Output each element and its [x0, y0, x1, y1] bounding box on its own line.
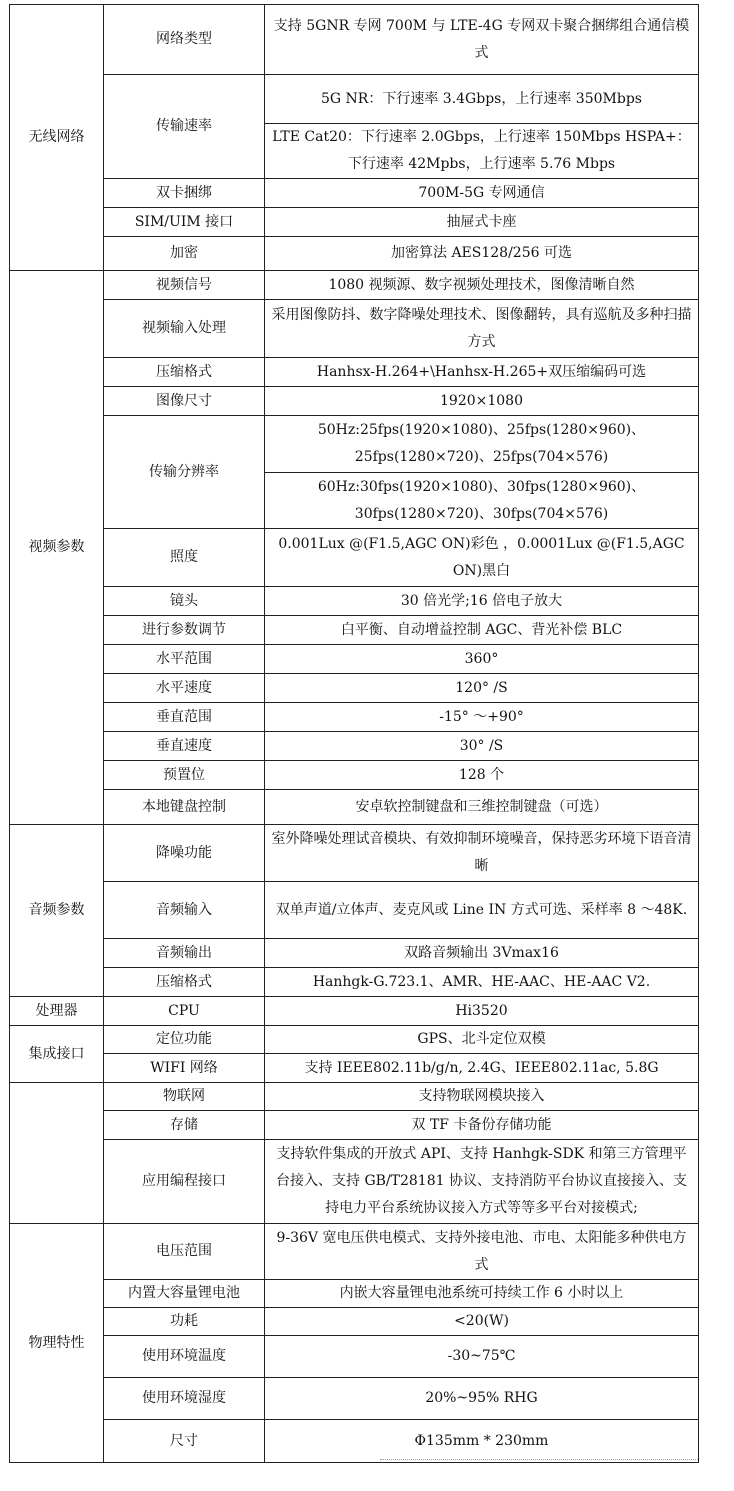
- spec-table: [9, 4, 699, 1463]
- table-row: [10, 997, 699, 1026]
- category-cell: 集成接口: [10, 1026, 104, 1083]
- value-cell: 双 TF 卡备份存储功能: [265, 1111, 699, 1140]
- item-cell: 物联网: [104, 1083, 265, 1111]
- value-cell: GPS、北斗定位双模: [265, 1026, 699, 1054]
- item-cell: 进行参数调节: [104, 616, 265, 645]
- table-row: [10, 1083, 699, 1111]
- table-row: [10, 825, 699, 882]
- item-cell: SIM/UIM 接口: [104, 208, 265, 237]
- table-row: [10, 674, 699, 703]
- item-cell: 尺寸: [104, 1420, 265, 1463]
- table-row: [10, 616, 699, 645]
- value-cell: 白平衡、自动增益控制 AGC、背光补偿 BLC: [265, 616, 699, 645]
- table-row: [10, 387, 699, 416]
- value-cell: 120° /S: [265, 674, 699, 703]
- value-cell: Φ135mm * 230mm: [265, 1420, 699, 1463]
- item-cell: 垂直范围: [104, 703, 265, 732]
- table-row: [10, 1420, 699, 1463]
- item-cell: 压缩格式: [104, 968, 265, 997]
- table-row: [10, 968, 699, 997]
- value-cell: 抽屉式卡座: [265, 208, 699, 237]
- item-cell: 传输速率: [104, 75, 265, 179]
- category-cell: 处理器: [10, 997, 104, 1026]
- value-cell: 支持 IEEE802.11b/g/n, 2.4G、IEEE802.11ac, 5.8G: [265, 1054, 699, 1083]
- item-cell: 预置位: [104, 761, 265, 790]
- table-row: [10, 587, 699, 616]
- item-cell: CPU: [104, 997, 265, 1026]
- item-cell: 音频输出: [104, 939, 265, 968]
- value-cell: Hi3520: [265, 997, 699, 1026]
- item-cell: 水平范围: [104, 645, 265, 674]
- item-cell: 垂直速度: [104, 732, 265, 761]
- item-cell: 使用环境温度: [104, 1336, 265, 1378]
- item-cell: 功耗: [104, 1308, 265, 1336]
- item-cell: 照度: [104, 529, 265, 587]
- table-row: [10, 732, 699, 761]
- item-cell: 传输分辨率: [104, 416, 265, 529]
- item-cell: 定位功能: [104, 1026, 265, 1054]
- value-cell: 128 个: [265, 761, 699, 790]
- item-cell: 视频信号: [104, 271, 265, 300]
- table-row: [10, 416, 699, 473]
- item-cell: 双卡捆绑: [104, 179, 265, 208]
- table-row: [10, 1224, 699, 1280]
- item-cell: 降噪功能: [104, 825, 265, 882]
- item-cell: 视频输入处理: [104, 300, 265, 358]
- value-cell: 30° /S: [265, 732, 699, 761]
- value-cell: -15° ～+90°: [265, 703, 699, 732]
- value-cell: <20(W): [265, 1308, 699, 1336]
- value-cell: Hanhgk-G.723.1、AMR、HE-AAC、HE-AAC V2.: [265, 968, 699, 997]
- table-row: [10, 237, 699, 271]
- table-row: [10, 645, 699, 674]
- table-row: [10, 939, 699, 968]
- item-cell: 电压范围: [104, 1224, 265, 1280]
- value-cell: LTE Cat20：下行速率 2.0Gbps，上行速率 150Mbps HSPA+：下行速率 42Mpbs，上行速率 5.76 Mbps: [265, 124, 699, 179]
- value-cell: Hanhsx-H.264+\Hanhsx-H.265+双压缩编码可选: [265, 358, 699, 387]
- category-cell: 音频参数: [10, 825, 104, 997]
- table-row: [10, 882, 699, 939]
- value-cell: -30~75℃: [265, 1336, 699, 1378]
- item-cell: 使用环境湿度: [104, 1378, 265, 1420]
- table-row: [10, 1280, 699, 1308]
- value-cell: 50Hz:25fps(1920×1080)、25fps(1280×960)、25fps(1280×720)、25fps(704×576): [265, 416, 699, 473]
- value-cell: 支持 5GNR 专网 700M 与 LTE-4G 专网双卡聚合捆绑组合通信模式: [265, 5, 699, 75]
- item-cell: 压缩格式: [104, 358, 265, 387]
- footer-dots: [380, 1459, 698, 1461]
- value-cell: 9-36V 宽电压供电模式、支持外接电池、市电、太阳能多种供电方式: [265, 1224, 699, 1280]
- table-row: [10, 271, 699, 300]
- value-cell: 20%~95% RHG: [265, 1378, 699, 1420]
- item-cell: 存储: [104, 1111, 265, 1140]
- table-row: [10, 358, 699, 387]
- table-row: [10, 75, 699, 124]
- table-row: [10, 5, 699, 75]
- table-row: [10, 1111, 699, 1140]
- item-cell: 本地键盘控制: [104, 790, 265, 825]
- category-cell: [10, 1083, 104, 1224]
- table-row: [10, 300, 699, 358]
- item-cell: 镜头: [104, 587, 265, 616]
- table-row: [10, 208, 699, 237]
- value-cell: 安卓软控制键盘和三维控制键盘（可选）: [265, 790, 699, 825]
- table-row: [10, 1026, 699, 1054]
- table-row: [10, 1308, 699, 1336]
- table-row: [10, 790, 699, 825]
- value-cell: 30 倍光学;16 倍电子放大: [265, 587, 699, 616]
- table-row: [10, 1378, 699, 1420]
- item-cell: 加密: [104, 237, 265, 271]
- item-cell: 图像尺寸: [104, 387, 265, 416]
- value-cell: 加密算法 AES128/256 可选: [265, 237, 699, 271]
- table-row: [10, 703, 699, 732]
- item-cell: 应用编程接口: [104, 1140, 265, 1224]
- item-cell: 水平速度: [104, 674, 265, 703]
- item-cell: 网络类型: [104, 5, 265, 75]
- value-cell: 室外降噪处理试音模块、有效抑制环境噪音，保持恶劣环境下语音清晰: [265, 825, 699, 882]
- value-cell: 1080 视频源、数字视频处理技术，图像清晰自然: [265, 271, 699, 300]
- value-cell: 0.001Lux @(F1.5,AGC ON)彩色 ，0.0001Lux @(F1.5,AGC ON)黑白: [265, 529, 699, 587]
- table-row: [10, 1336, 699, 1378]
- table-row: [10, 1054, 699, 1083]
- item-cell: 内置大容量锂电池: [104, 1280, 265, 1308]
- item-cell: 音频输入: [104, 882, 265, 939]
- table-row: [10, 1140, 699, 1224]
- value-cell: 1920×1080: [265, 387, 699, 416]
- item-cell: WIFI 网络: [104, 1054, 265, 1083]
- value-cell: 双路音频输出 3Vmax16: [265, 939, 699, 968]
- category-cell: 视频参数: [10, 271, 104, 825]
- table-row: [10, 761, 699, 790]
- value-cell: 5G NR：下行速率 3.4Gbps，上行速率 350Mbps: [265, 75, 699, 124]
- table-row: [10, 529, 699, 587]
- value-cell: 360°: [265, 645, 699, 674]
- value-cell: 双单声道/立体声、麦克风或 Line IN 方式可选、采样率 8 ～48K.: [265, 882, 699, 939]
- category-cell: 无线网络: [10, 5, 104, 271]
- value-cell: 内嵌大容量锂电池系统可持续工作 6 小时以上: [265, 1280, 699, 1308]
- value-cell: 支持软件集成的开放式 API、支持 Hanhgk-SDK 和第三方管理平台接入、支持 GB/T28181 协议、支持消防平台协议直接接入、支持电力平台系统协议接入方式等等多平台对接模式;: [265, 1140, 699, 1224]
- value-cell: 采用图像防抖、数字降噪处理技术、图像翻转，具有巡航及多种扫描方式: [265, 300, 699, 358]
- category-cell: 物理特性: [10, 1224, 104, 1463]
- table-row: [10, 179, 699, 208]
- value-cell: 60Hz:30fps(1920×1080)、30fps(1280×960)、30fps(1280×720)、30fps(704×576): [265, 473, 699, 529]
- value-cell: 支持物联网模块接入: [265, 1083, 699, 1111]
- value-cell: 700M-5G 专网通信: [265, 179, 699, 208]
